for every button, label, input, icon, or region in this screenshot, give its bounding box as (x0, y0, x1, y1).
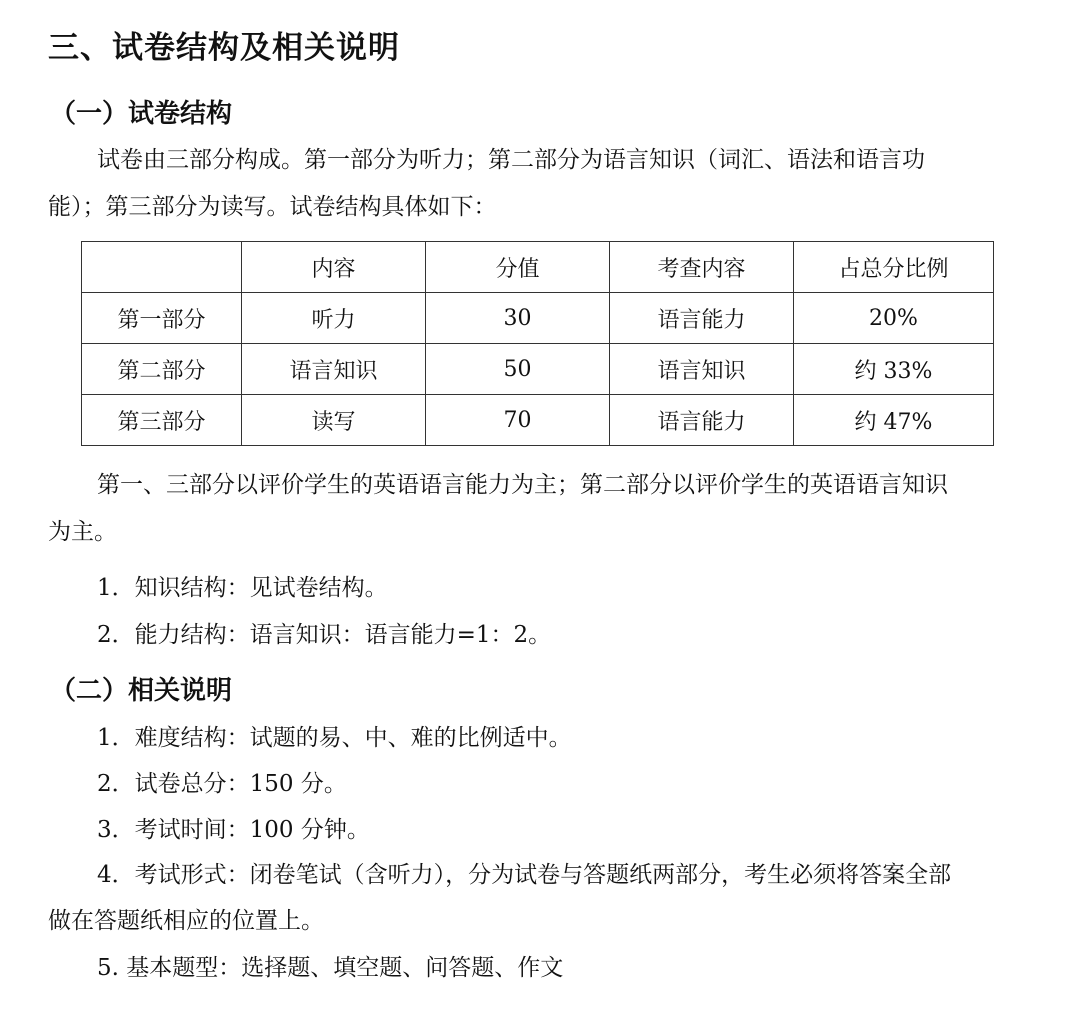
table-cell: 70 (426, 395, 610, 446)
table-cell: 约 33% (794, 344, 994, 395)
table-cell: 听力 (242, 293, 426, 344)
structure-table (81, 241, 994, 446)
table-cell: 20% (794, 293, 994, 344)
notes-item-5: 5. 基本题型：选择题、填空题、问答题、作文 (97, 955, 564, 981)
notes-item-2: 2．试卷总分：150 分。 (97, 771, 347, 797)
subsection-title-structure: （一）试卷结构 (50, 99, 233, 129)
table-header-cell: 占总分比例 (794, 242, 994, 293)
table-cell: 语言能力 (610, 395, 794, 446)
table-cell: 30 (426, 293, 610, 344)
table-cell: 语言能力 (610, 293, 794, 344)
table-header-cell: 内容 (242, 242, 426, 293)
table-cell: 第三部分 (82, 395, 242, 446)
intro-line-1: 试卷由三部分构成。第一部分为听力；第二部分为语言知识（词汇、语法和语言功 (97, 147, 925, 173)
note-line-2: 为主。 (48, 519, 117, 545)
table-row (82, 344, 994, 395)
structure-item-2: 2．能力结构：语言知识：语言能力=1：2。 (97, 622, 552, 648)
intro-line-2: 能）；第三部分为读写。试卷结构具体如下： (48, 194, 497, 220)
table-cell: 第一部分 (82, 293, 242, 344)
subsection-title-notes: （二）相关说明 (50, 676, 233, 706)
table-cell: 第二部分 (82, 344, 242, 395)
table-cell: 语言知识 (242, 344, 426, 395)
table-row (82, 293, 994, 344)
table-row (82, 395, 994, 446)
table-header-cell: 分值 (426, 242, 610, 293)
note-line-1: 第一、三部分以评价学生的英语语言能力为主；第二部分以评价学生的英语语言知识 (97, 472, 948, 498)
notes-item-4-line-1: 4．考试形式：闭卷笔试（含听力），分为试卷与答题纸两部分，考生必须将答案全部 (97, 862, 952, 888)
table-header-row (82, 242, 994, 293)
table-header-cell: 考查内容 (610, 242, 794, 293)
notes-item-1: 1．难度结构：试题的易、中、难的比例适中。 (97, 725, 572, 751)
table-cell: 50 (426, 344, 610, 395)
table-cell: 约 47% (794, 395, 994, 446)
table-cell: 语言知识 (610, 344, 794, 395)
table-cell: 读写 (242, 395, 426, 446)
table-header-cell (82, 242, 242, 293)
notes-item-4-line-2: 做在答题纸相应的位置上。 (48, 908, 324, 934)
notes-item-3: 3．考试时间：100 分钟。 (97, 817, 370, 843)
section-heading: 三、试卷结构及相关说明 (48, 30, 400, 66)
structure-item-1: 1．知识结构：见试卷结构。 (97, 575, 388, 601)
